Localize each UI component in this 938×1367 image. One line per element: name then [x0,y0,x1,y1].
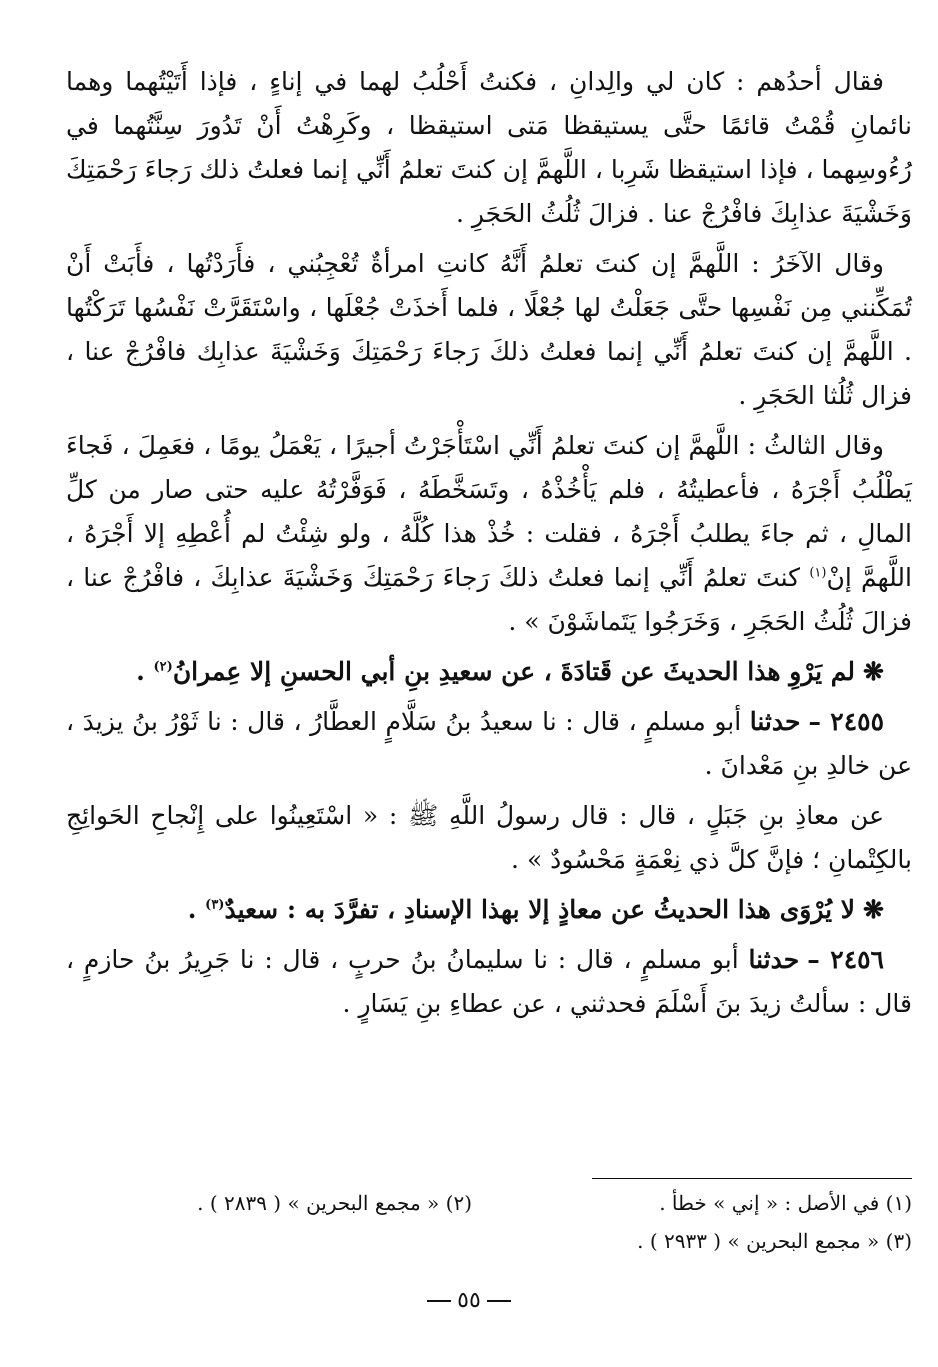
dash-left [487,1300,511,1302]
hadith-number: ٢٤٥٦ – [807,945,884,974]
footnote-row [66,1184,912,1222]
paragraph-muadh [66,794,912,882]
paragraph-third-man [66,424,912,644]
footnote-3: (٣) « مجمع البحرين » ( ٢٩٣٣ ) . [637,1229,912,1253]
page-number-text: ٥٥ [457,1288,481,1313]
note-end: . [136,657,154,686]
narration-note-2 [66,888,912,932]
footnotes [66,1184,912,1260]
hadith-2455 [66,700,912,788]
paragraph-text: وقال الآخَرُ : اللَّهمَّ إن كنتَ تعلمُ أَنَّهُ كانتِ امرأةٌ تُعْجِبُني ، فأَرَدْتُها ، فأَبَتْ أَنْ تُمَكِّنني مِن نَفْسِها حتَّى جَعَلْتُ لها جُعْلًا ، فلما أَخذَتْ جُعْلَها ، واسْتَقَرَّتْ نَفْسُها تَرَكْتُها . اللَّهمَّ إن كنتَ تعلمُ أَنِّي إنما فعلتُ ذلكَ رَجاءَ رَحْمَتِكَ وَخَشْيَةَ عذابِك فافْرُجْ عنا ، فزال ثُلُثا الحَجَرِ . [66,249,912,410]
footnote-ref-3: (٣) [205,897,225,913]
paragraph-second-man [66,242,912,418]
footnote-ref-1: (١) [809,565,827,581]
footnote-2: (٢) « مجمع البحرين » ( ٢٨٣٩ ) . [197,1191,472,1215]
narration-note-1 [66,650,912,694]
note-text: لم يَرْوِ هذا الحديثَ عن قَتادَةَ ، عن سعيدِ بنِ أبي الحسنِ إلا عِمرانُ [172,657,856,686]
hadith-number: ٢٤٥٥ – [808,707,884,736]
hadith-chain: أبو مسلمٍ ، قال : نا سليمانُ بنُ حربٍ ، قال : نا جَرِيرُ بنُ حازمٍ ، قال : سألتُ زيدَ بنَ أَسْلَمَ فحدثني ، عن عطاءِ بنِ يَسَارٍ . [66,945,912,1018]
note-end: . [187,895,206,924]
paragraph-text: عن معاذِ بنِ جَبَلٍ ، قال : قال رسولُ اللَّهِ ﷺ : « اسْتَعِينُوا على إِنْجاحِ الحَوائِجِ بالكِتْمانِ ؛ فإنَّ كلَّ ذي نِعْمَةٍ مَحْسُودٌ » . [66,801,912,874]
paragraph-text: كنتَ تعلمُ أَنِّي إنما فعلتُ ذلكَ رَجاءَ رَحْمَتِكَ وَخَشْيَةَ عذابِكَ ، فافْرُجْ عنا ، فزالَ ثُلُثُ الحَجَرِ ، وَخَرَجُوا يَتَماشَوْنَ » . [66,563,912,636]
footnote-ref-2: (٢) [153,659,173,675]
hadith-2456 [66,938,912,1026]
star-marker-icon: ❋ [863,895,884,924]
footnote-1: (١) في الأصل : « إني » خطأ . [659,1191,912,1215]
paragraph-text: وقال الثالثُ : اللَّهمَّ إن كنتَ تعلمُ أَنِّي اسْتَأْجَرْتُ أجيرًا ، يَعْمَلُ يومًا ، فعَمِلَ ، فَجاءَ يَطْلُبُ أَجْرَهُ ، فأعطيتُهُ ، فلم يَأْخُذْهُ ، وتَسَخَّطَهُ ، فَوَفَّرْتُهُ عليه حتى صار من كلِّ المالِ ، ثم جاءَ يطلبُ أَجْرَهُ ، فقلت : خُذْ هذا كُلَّهُ ، ولو شِئْتُ لم أُعْطِهِ إلا أَجْرَهُ ، اللَّهمَّ إنْ [66,431,912,592]
dash-right [427,1300,451,1302]
paragraph-first-man [66,60,912,236]
star-marker-icon: ❋ [863,657,884,686]
footnote-row [66,1222,912,1260]
hadith-chain: أبو مسلمٍ ، قال : نا سعيدُ بنُ سَلَّامٍ العطَّارُ ، قال : نا ثَوْرُ بنُ يزيدَ ، عن خالدِ بنِ مَعْدانَ . [66,707,912,780]
paragraph-text: فقال أحدُهم : كان لي والِدانِ ، فكنتُ أَحْلُبُ لهما في إناءٍ ، فإذا أَتَيْتُهما وهما نائمانِ قُمْتُ قائمًا حتَّى يستيقظا مَتى استيقظا ، وكَرِهْتُ أَنْ تَدُورَ سِنَّتُهما في رُءُوسِهما ، فإذا استيقظا شَرِبا ، اللَّهمَّ إن كنتَ تعلمُ أَنِّي إنما فعلتُ ذلك رَجاءَ رَحْمَتِكَ وَخَشْيَةَ عذابِكَ فافْرُجْ عنا . فزالَ ثُلُثُ الحَجَرِ . [66,67,912,228]
hadith-lead: حدثنا [749,707,801,736]
hadith-lead: حدثنا [748,945,800,974]
page-number [0,1288,938,1313]
note-text: لا يُرْوَى هذا الحديثُ عن معاذٍ إلا بهذا الإسنادِ ، تفرَّدَ به : سعيدٌ [224,895,856,924]
footnote-divider [592,1178,912,1179]
page-body [66,60,912,1253]
